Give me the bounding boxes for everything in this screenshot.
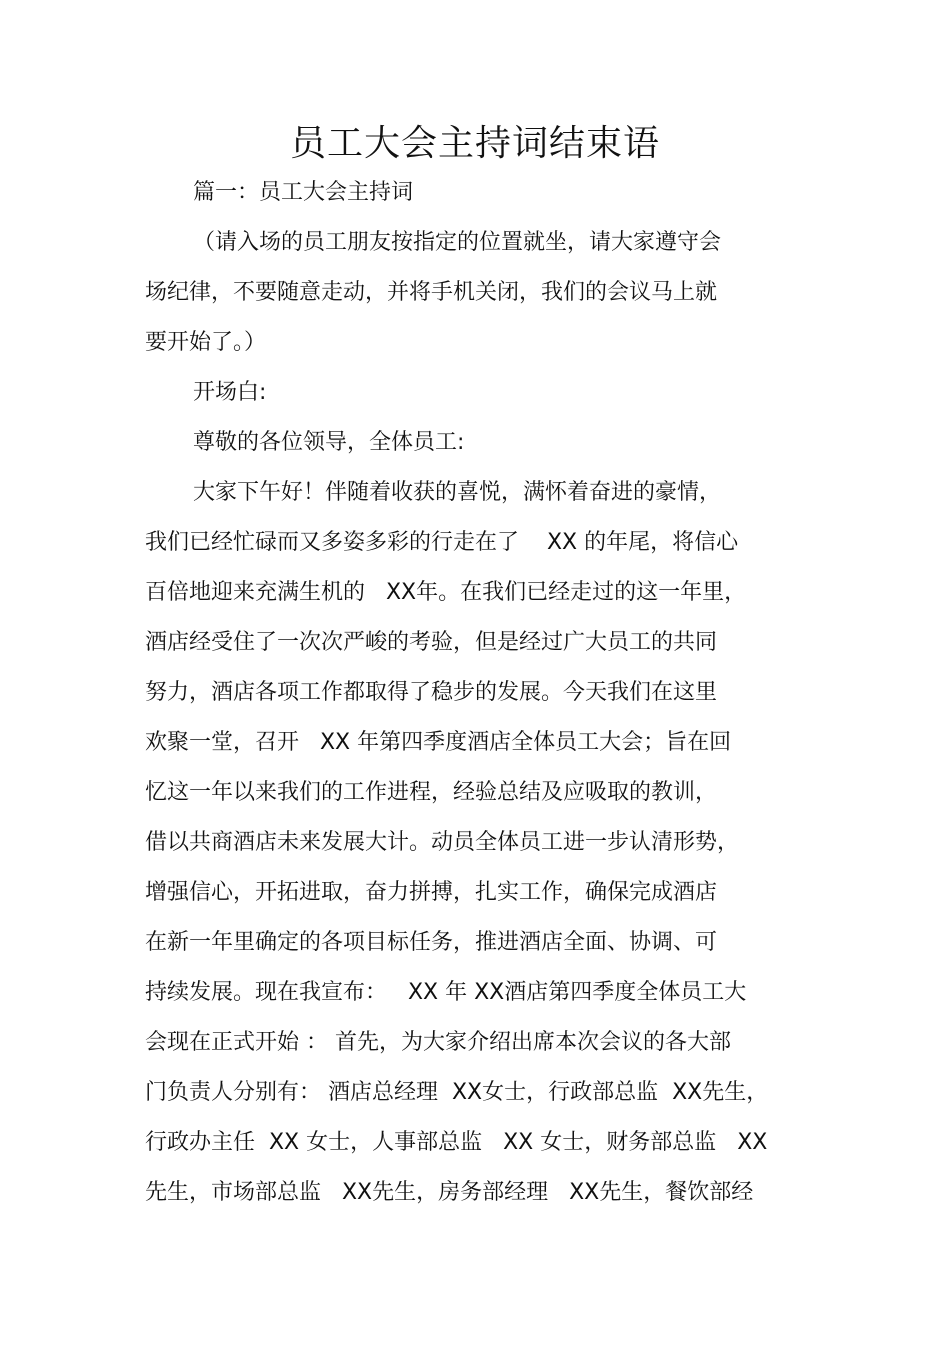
paragraph-line: 会现在正式开始 ： 首先，为大家介绍出席本次会议的各大部 (145, 1030, 731, 1055)
paragraph-line: 场纪律，不要随意走动，并将手机关闭，我们的会议马上就 (145, 280, 718, 305)
paragraph-line: 要开始了。） (145, 330, 267, 355)
paragraph-line: 努力，酒店各项工作都取得了稳步的发展。今天我们在这里 (145, 680, 718, 705)
paragraph-line: 大家下午好！伴随着收获的喜悦，满怀着奋进的豪情， (193, 480, 722, 505)
paragraph-line: 在新一年里确定的各项目标任务，推进酒店全面、协调、可 (145, 930, 718, 955)
paragraph-line: 忆这一年以来我们的工作进程，经验总结及应吸取的教训， (145, 780, 718, 805)
paragraph-line: 酒店经受住了一次次严峻的考验，但是经过广大员工的共同 (145, 630, 718, 655)
paragraph-line: 增强信心，开拓进取，奋力拼搏，扎实工作，确保完成酒店 (145, 880, 718, 905)
paragraph-line: 借以共商酒店未来发展大计。动员全体员工进一步认清形势， (145, 830, 740, 855)
paragraph-line: 尊敬的各位领导，全体员工: (193, 430, 465, 455)
paragraph-line: 我们已经忙碌而又多姿多彩的行走在了 XX 的年尾，将信心 (145, 530, 739, 555)
paragraph-line: 持续发展。现在我宣布： XX 年 XX酒店第四季度全体员工大 (145, 980, 747, 1005)
paragraph-line: 开场白: (193, 380, 267, 405)
paragraph-line: 门负责人分别有： 酒店总经理 XX女士，行政部总监 XX先生， (145, 1080, 769, 1105)
document-title: 员工大会主持词结束语 (289, 123, 660, 164)
paragraph-line: 先生，市场部总监 XX先生，房务部经理 XX先生，餐饮部经 (145, 1180, 754, 1205)
paragraph-line: 百倍地迎来充满生机的 XX年。在我们已经走过的这一年里， (145, 580, 747, 605)
paragraph-line: 欢聚一堂，召开 XX 年第四季度酒店全体员工大会；旨在回 (145, 730, 732, 755)
paragraph-line: （请入场的员工朋友按指定的位置就坐，请大家遵守会 (193, 230, 722, 255)
section-heading: 篇一：员工大会主持词 (193, 180, 414, 205)
paragraph-line: 行政办主任 XX 女士，人事部总监 XX 女士，财务部总监 XX (145, 1130, 768, 1155)
